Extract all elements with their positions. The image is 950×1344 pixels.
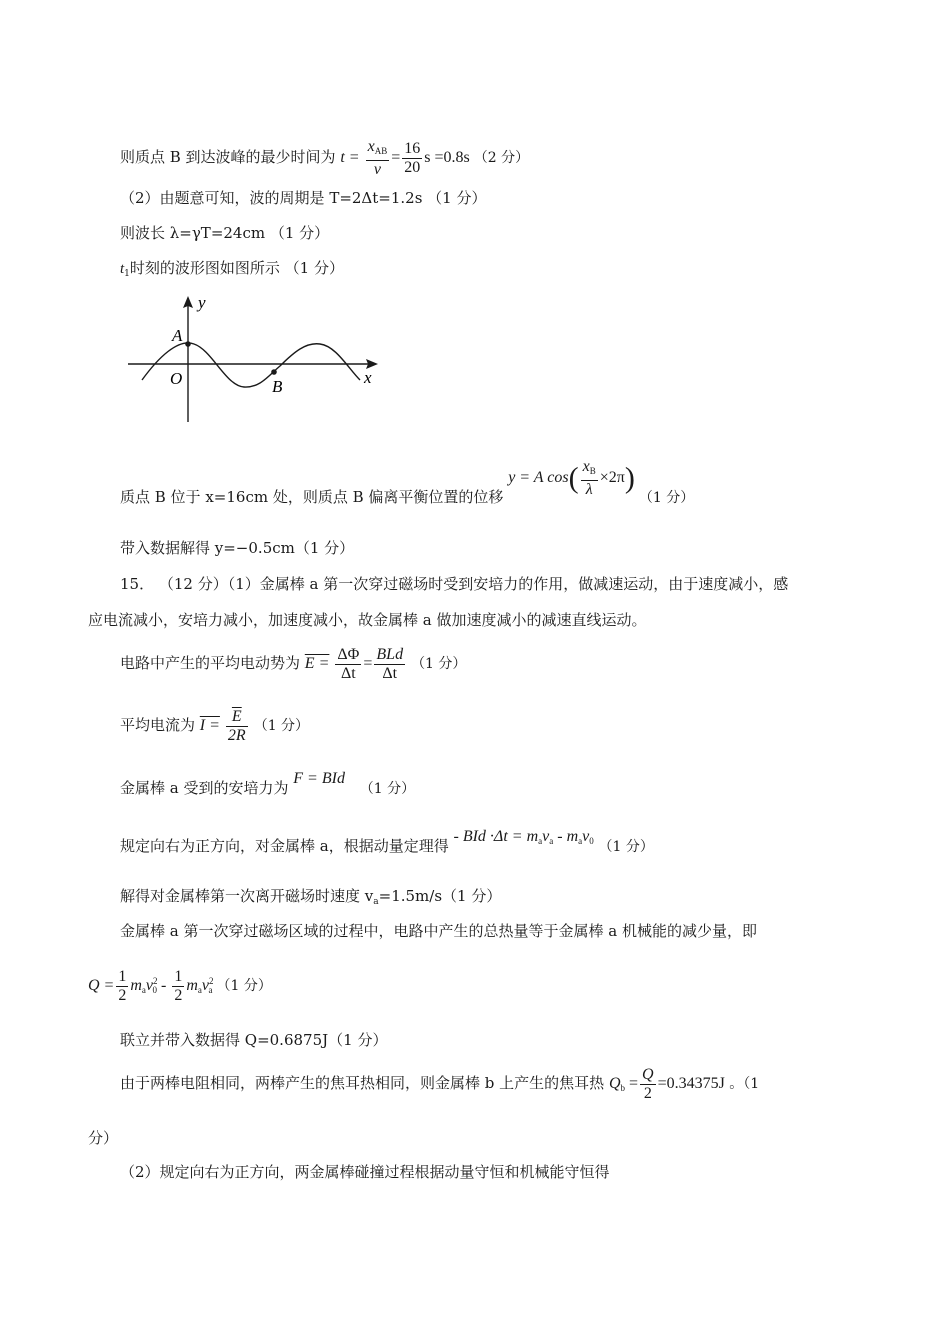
- line-q-value: 联立并带入数据得 Q=0.6875J（1 分）: [120, 1031, 388, 1049]
- frac-den: 2: [118, 987, 127, 1004]
- frac-num: [640, 1066, 656, 1085]
- frac-num: 1: [118, 968, 127, 985]
- formula-q: Q = $\frac{1}{2}$ $m_av^2_0$ - $\frac{1}{2}$ $m_av^2_a$: [88, 968, 214, 1004]
- line-text: 电路中产生的平均电动势为: [120, 654, 301, 673]
- fraction-half: [172, 968, 184, 1005]
- formula-qb: $Q_b$ = $\frac{Q}{2}$ =0.34375J: [608, 1066, 725, 1102]
- sub-a: a: [578, 836, 583, 846]
- score: （1 分）: [216, 978, 272, 995]
- frac-den: [366, 161, 390, 179]
- q-sub: b: [620, 1083, 625, 1094]
- line-rest: =1.5m/s（1 分）: [378, 887, 502, 905]
- frac-num-text: Q: [642, 1066, 654, 1083]
- line-heat-formula: [88, 968, 272, 1005]
- frac-num-sub: AB: [374, 146, 388, 156]
- line-problem-15: 15． （12 分）（1）金属棒 a 第一次穿过磁场时受到安培力的作用，做减速运动，由于速度减小，感: [120, 575, 789, 593]
- line-current: [120, 708, 309, 745]
- line-text: 解得对金属棒第一次离开磁场时速度 v: [120, 887, 374, 905]
- frac-den: Δt: [382, 665, 398, 682]
- sup-2: 2: [209, 976, 214, 987]
- frac-den: Δt: [341, 665, 356, 682]
- sup-2: 2: [153, 976, 158, 987]
- q-symbol: Q: [608, 1075, 621, 1093]
- fraction-dphi-dt: [335, 646, 361, 683]
- frac-num: [581, 458, 598, 481]
- frac-den-text: λ: [585, 481, 593, 498]
- paren-left: (: [568, 461, 579, 495]
- t-symbol: t: [120, 261, 125, 277]
- line-period: （2）由题意可知，波的周期是 T=2Δt=1.2s （1 分）: [120, 189, 487, 207]
- t-sub: 1: [124, 269, 130, 279]
- formula-current: [199, 708, 254, 744]
- formula-part: F = BId: [293, 770, 345, 787]
- sub-a: a: [197, 985, 202, 996]
- frac-num: [374, 646, 405, 665]
- formula-momentum: - BId $\cdot\Delta t = m_av_a - m_av_0$: [453, 828, 594, 846]
- line-emf: [120, 646, 466, 683]
- frac-den-text: v: [373, 161, 381, 178]
- line-text: 金属棒 a 受到的安培力为: [120, 779, 289, 797]
- fraction-xb-lambda: [581, 458, 598, 499]
- line-waveform-caption: [120, 258, 344, 284]
- frac-den: [226, 727, 248, 745]
- formula-part: E =: [304, 655, 330, 673]
- point-a-dot: [185, 341, 191, 347]
- line-result-y: 带入数据解得 y=−0.5cm（1 分）: [120, 539, 355, 557]
- frac-num-text: BLd: [376, 646, 404, 663]
- sub-a: a: [208, 985, 213, 996]
- fraction-q-2: [640, 1066, 656, 1103]
- line-text: 质点 B 位于 x=16cm 处，则质点 B 偏离平衡位置的位移: [120, 488, 504, 507]
- score: （2 分）: [473, 150, 530, 167]
- frac-den-text: 2R: [227, 727, 246, 744]
- frac-den: [581, 481, 598, 499]
- eq-sign: =: [363, 655, 373, 673]
- v-symbol: v: [582, 828, 590, 845]
- line-text: 则质点 B 到达波峰的最少时间为: [120, 148, 336, 167]
- line-momentum: [120, 826, 654, 855]
- point-b-label: B: [272, 377, 283, 396]
- fraction-half: [116, 968, 128, 1005]
- line-part-2: （2）规定向右为正方向，两金属棒碰撞过程根据动量守恒和机械能守恒得: [120, 1163, 610, 1181]
- v-symbol: v: [145, 977, 154, 995]
- v-symbol: v: [201, 977, 210, 995]
- v-sub: a: [373, 897, 379, 907]
- formula-part: t =: [340, 149, 360, 167]
- frac-num: ΔΦ: [337, 646, 360, 663]
- frac-den: 2: [174, 987, 183, 1004]
- frac-den: 20: [404, 159, 421, 176]
- formula-t: [340, 138, 473, 178]
- result: s =0.8s: [424, 149, 470, 167]
- frac-num: 1: [174, 968, 183, 985]
- point-b-dot: [271, 369, 277, 375]
- result: =0.34375J: [657, 1075, 725, 1093]
- fraction-e-2r: [226, 708, 248, 745]
- sub-a: a: [538, 836, 543, 846]
- sub-0: 0: [152, 985, 158, 996]
- frac-num-text: $\overline{E}$: [231, 708, 242, 725]
- frac-den: 2: [643, 1085, 652, 1102]
- fraction-16-20: [402, 140, 422, 177]
- sub-a: a: [549, 836, 554, 846]
- score: 。（1: [724, 1076, 760, 1093]
- frac-num: [366, 138, 390, 161]
- line-problem-15-cont: 应电流减小，安培力减小，加速度减小，故金属棒 a 做加速度减小的减速直线运动。: [88, 611, 647, 629]
- frac-num-text: x: [582, 458, 590, 475]
- m-symbol: m: [566, 828, 579, 845]
- point-a-label: A: [172, 326, 183, 345]
- fraction-xab-v: [366, 138, 390, 179]
- line-text: 规定向右为正方向，对金属棒 a，根据动量定理得: [120, 837, 449, 855]
- m-symbol: m: [130, 977, 142, 995]
- score: （1 分）: [253, 718, 310, 735]
- times-2pi: ×2π: [599, 469, 625, 487]
- sub-0: 0: [589, 836, 594, 846]
- score: （1 分）: [411, 656, 467, 673]
- line-min-time: [120, 138, 529, 179]
- line-text: 平均电流为: [120, 716, 196, 735]
- line-force: [120, 768, 416, 797]
- score: （1 分）: [598, 839, 654, 855]
- waveform-diagram: [120, 288, 390, 428]
- formula-force: [293, 770, 345, 787]
- line-heat-intro: 金属棒 a 第一次穿过磁场区域的过程中，电路中产生的总热量等于金属棒 a 机械能的减少量，即: [120, 922, 757, 940]
- eq-sign: =: [391, 149, 401, 167]
- line-score-cont: 分）: [88, 1129, 119, 1147]
- line-text: 由于两棒电阻相同，两棒产生的焦耳热相同，则金属棒 b 上产生的焦耳热: [120, 1074, 605, 1093]
- frac-num-sub: B: [589, 466, 596, 476]
- frac-num-text: x: [367, 138, 375, 155]
- frac-num: [226, 708, 248, 727]
- score: （1 分）: [359, 781, 416, 797]
- sub-a: a: [141, 985, 146, 996]
- score: （1 分）: [638, 490, 695, 507]
- line-displacement: [120, 458, 695, 511]
- formula-y: [508, 458, 639, 498]
- m-symbol: m: [186, 977, 198, 995]
- formula-part: - BId ·Δt = m: [453, 828, 539, 845]
- formula-part: Q =: [88, 977, 115, 995]
- frac-num: 16: [404, 140, 421, 157]
- formula-part: y = A cos: [508, 469, 569, 487]
- caption-rest: 时刻的波形图如图所示 （1 分）: [129, 259, 344, 277]
- formula-part: I =: [199, 717, 220, 735]
- fraction-bld-dt: [374, 646, 405, 683]
- line-velocity: [120, 886, 501, 912]
- paren-right: ): [624, 461, 635, 495]
- line-joule-heat: [120, 1066, 759, 1103]
- v-symbol: v: [542, 828, 550, 845]
- line-wavelength: 则波长 λ=γT=24cm （1 分）: [120, 224, 330, 242]
- origin-label: O: [170, 369, 183, 388]
- y-axis-label: y: [198, 293, 206, 312]
- x-axis-label: x: [364, 368, 372, 387]
